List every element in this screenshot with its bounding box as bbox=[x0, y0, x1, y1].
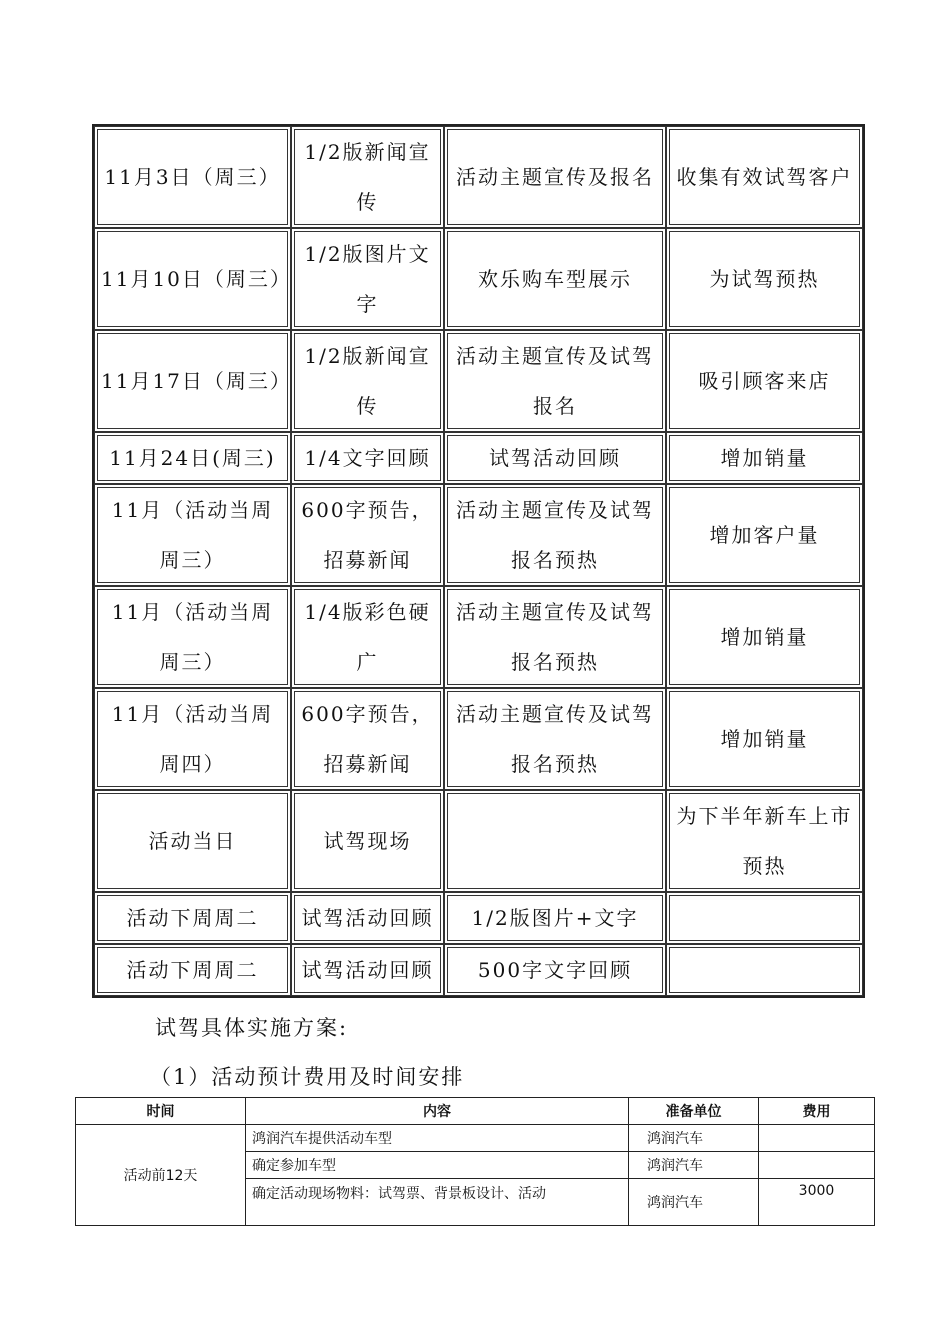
header-content: 内容 bbox=[246, 1098, 629, 1125]
content-cell: 活动主题宣传及报名 bbox=[444, 126, 666, 228]
unit-cell: 鸿润汽车 bbox=[629, 1152, 759, 1179]
fee-cell: 3000 bbox=[759, 1179, 875, 1226]
group-time-cell: 活动前12天 bbox=[76, 1125, 246, 1226]
format-cell: 600字预告，招募新闻 bbox=[291, 688, 444, 790]
format-cell: 1/4版彩色硬广 bbox=[291, 586, 444, 688]
format-cell: 1/2版图片文字 bbox=[291, 228, 444, 330]
content-cell: 试驾活动回顾 bbox=[444, 432, 666, 484]
date-cell: 11月（活动当周周四） bbox=[94, 688, 291, 790]
table-header-row bbox=[76, 1098, 875, 1125]
table-row bbox=[76, 1125, 875, 1152]
goal-cell: 增加客户量 bbox=[666, 484, 863, 586]
fee-cell bbox=[759, 1152, 875, 1179]
table-row bbox=[94, 484, 863, 586]
goal-cell: 为下半年新车上市预热 bbox=[666, 790, 863, 892]
date-cell: 11月24日(周三) bbox=[94, 432, 291, 484]
cost-schedule-table bbox=[75, 1097, 875, 1226]
format-cell: 试驾活动回顾 bbox=[291, 944, 444, 996]
date-cell: 活动下周周二 bbox=[94, 892, 291, 944]
content-cell: 鸿润汽车提供活动车型 bbox=[246, 1125, 629, 1152]
goal-cell: 为试驾预热 bbox=[666, 228, 863, 330]
header-unit: 准备单位 bbox=[629, 1098, 759, 1125]
date-cell: 活动当日 bbox=[94, 790, 291, 892]
format-cell: 1/2版新闻宣传 bbox=[291, 126, 444, 228]
content-cell: 确定参加车型 bbox=[246, 1152, 629, 1179]
format-cell: 试驾活动回顾 bbox=[291, 892, 444, 944]
table-row bbox=[94, 126, 863, 228]
format-cell: 600字预告，招募新闻 bbox=[291, 484, 444, 586]
date-cell: 11月（活动当周周三） bbox=[94, 484, 291, 586]
goal-cell: 增加销量 bbox=[666, 432, 863, 484]
unit-cell: 鸿润汽车 bbox=[629, 1179, 759, 1226]
date-cell: 活动下周周二 bbox=[94, 944, 291, 996]
content-cell: 活动主题宣传及试驾报名 bbox=[444, 330, 666, 432]
content-cell: 欢乐购车型展示 bbox=[444, 228, 666, 330]
content-cell: 活动主题宣传及试驾报名预热 bbox=[444, 484, 666, 586]
table-row bbox=[94, 892, 863, 944]
format-cell: 1/4文字回顾 bbox=[291, 432, 444, 484]
header-fee: 费用 bbox=[759, 1098, 875, 1125]
content-cell bbox=[444, 790, 666, 892]
table-row bbox=[94, 432, 863, 484]
unit-cell: 鸿润汽车 bbox=[629, 1125, 759, 1152]
table-row bbox=[94, 586, 863, 688]
goal-cell: 吸引顾客来店 bbox=[666, 330, 863, 432]
content-cell: 1/2版图片+文字 bbox=[444, 892, 666, 944]
date-cell: 11月10日（周三） bbox=[94, 228, 291, 330]
table-row bbox=[94, 330, 863, 432]
header-time: 时间 bbox=[76, 1098, 246, 1125]
date-cell: 11月17日（周三） bbox=[94, 330, 291, 432]
table-row bbox=[94, 228, 863, 330]
content-cell: 确定活动现场物料：试驾票、背景板设计、活动 bbox=[246, 1179, 629, 1226]
goal-cell: 收集有效试驾客户 bbox=[666, 126, 863, 228]
fee-cell bbox=[759, 1125, 875, 1152]
media-schedule-table bbox=[92, 124, 865, 998]
plan-heading: 试驾具体实施方案: bbox=[155, 1016, 349, 1040]
goal-cell: 增加销量 bbox=[666, 688, 863, 790]
date-cell: 11月3日（周三） bbox=[94, 126, 291, 228]
goal-cell bbox=[666, 892, 863, 944]
table-row bbox=[94, 944, 863, 996]
content-cell: 活动主题宣传及试驾报名预热 bbox=[444, 586, 666, 688]
format-cell: 试驾现场 bbox=[291, 790, 444, 892]
goal-cell bbox=[666, 944, 863, 996]
table-row bbox=[94, 688, 863, 790]
content-cell: 500字文字回顾 bbox=[444, 944, 666, 996]
format-cell: 1/2版新闻宣传 bbox=[291, 330, 444, 432]
date-cell: 11月（活动当周周三） bbox=[94, 586, 291, 688]
section-heading: （1）活动预计费用及时间安排 bbox=[150, 1065, 465, 1089]
table-row bbox=[94, 790, 863, 892]
goal-cell: 增加销量 bbox=[666, 586, 863, 688]
content-cell: 活动主题宣传及试驾报名预热 bbox=[444, 688, 666, 790]
